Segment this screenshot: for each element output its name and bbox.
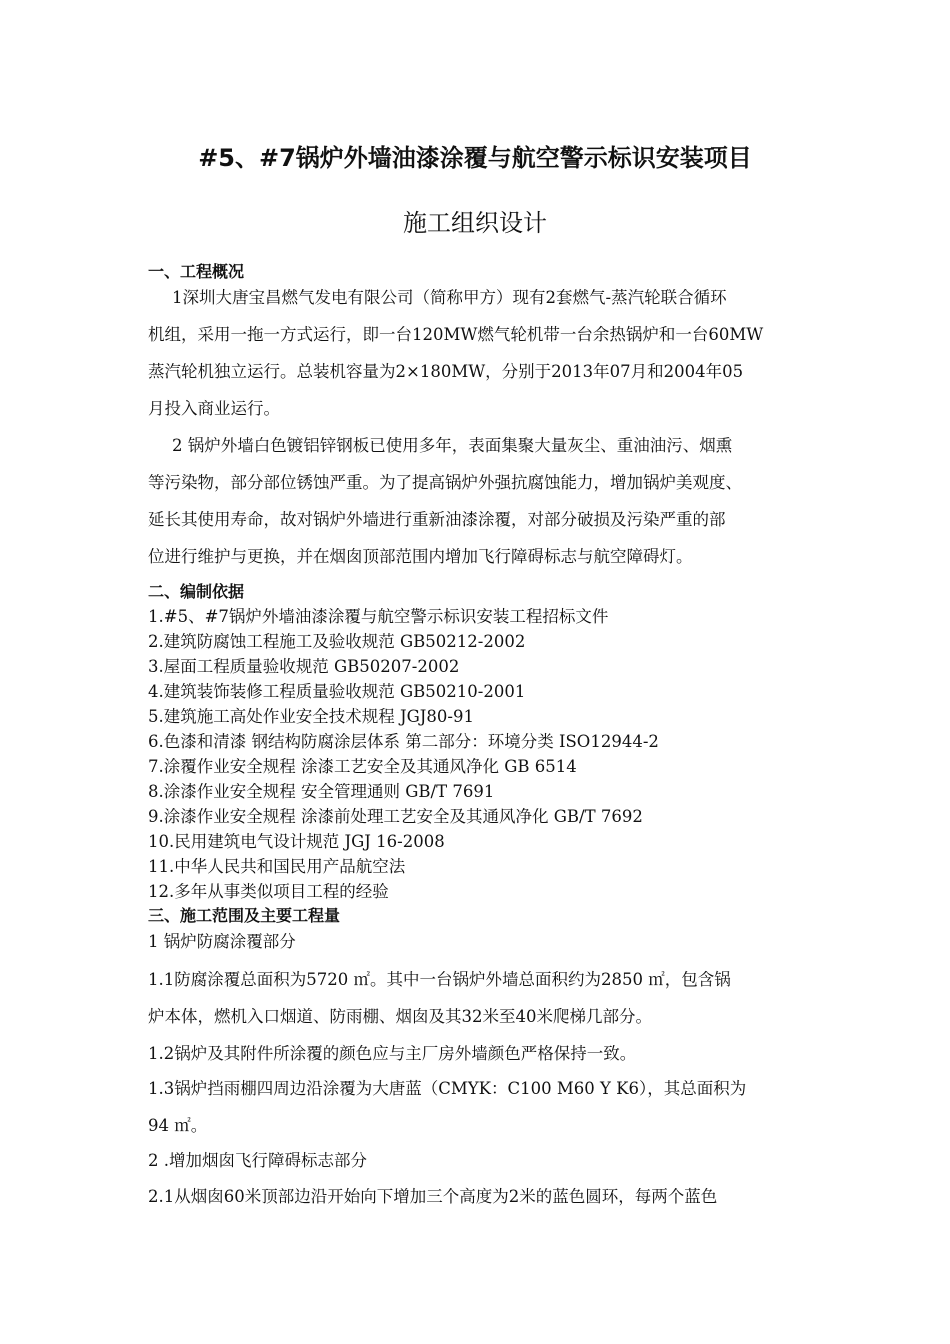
reference-item: 2.建筑防腐蚀工程施工及验收规范 GB50212-2002 bbox=[148, 632, 526, 651]
paragraph-line: 1.2锅炉及其附件所涂覆的颜色应与主厂房外墙颜色严格保持一致。 bbox=[148, 1044, 637, 1063]
document-title: #5、#7锅炉外墙油漆涂覆与航空警示标识安装项目 bbox=[198, 144, 752, 172]
reference-item: 5.建筑施工高处作业安全技术规程 JGJ80-91 bbox=[148, 707, 474, 726]
subsection-title: 1 锅炉防腐涂覆部分 bbox=[148, 932, 296, 951]
paragraph-line: 等污染物，部分部位锈蚀严重。为了提高锅炉外强抗腐蚀能力，增加锅炉美观度、 bbox=[148, 473, 742, 492]
paragraph-line: 炉本体，燃机入口烟道、防雨棚、烟囱及其32米至40米爬梯几部分。 bbox=[148, 1007, 652, 1026]
reference-item: 7.涂覆作业安全规程 涂漆工艺安全及其通风净化 GB 6514 bbox=[148, 757, 577, 776]
reference-item: 6.色漆和清漆 钢结构防腐涂层体系 第二部分：环境分类 ISO12944-2 bbox=[148, 732, 659, 751]
paragraph-line: 蒸汽轮机独立运行。总装机容量为2×180MW，分别于2013年07月和2004年05 bbox=[148, 362, 744, 381]
reference-item: 10.民用建筑电气设计规范 JGJ 16-2008 bbox=[148, 832, 445, 851]
paragraph-line: 位进行维护与更换，并在烟囱顶部范围内增加飞行障碍标志与航空障碍灯。 bbox=[148, 547, 693, 566]
reference-item: 1.#5、#7锅炉外墙油漆涂覆与航空警示标识安装工程招标文件 bbox=[148, 607, 609, 626]
paragraph-line: 2 锅炉外墙白色镀铝锌钢板已使用多年，表面集聚大量灰尘、重油油污、烟熏 bbox=[172, 436, 733, 455]
paragraph-line: 94 ㎡。 bbox=[148, 1116, 208, 1135]
document-subtitle: 施工组织设计 bbox=[403, 209, 547, 237]
section1-heading: 一、工程概况 bbox=[148, 262, 245, 281]
reference-item: 8.涂漆作业安全规程 安全管理通则 GB/T 7691 bbox=[148, 782, 495, 801]
reference-item: 11.中华人民共和国民用产品航空法 bbox=[148, 857, 406, 876]
paragraph-line: 机组，采用一拖一方式运行，即一台120MW燃气轮机带一台余热锅炉和一台60MW bbox=[148, 325, 764, 344]
paragraph-line: 1.3锅炉挡雨棚四周边沿涂覆为大唐蓝（CMYK：C100 M60 Y K6），其总面积为 bbox=[148, 1079, 747, 1098]
section2-heading: 二、编制依据 bbox=[148, 582, 245, 601]
paragraph-line: 月投入商业运行。 bbox=[148, 399, 280, 418]
reference-item: 12.多年从事类似项目工程的经验 bbox=[148, 882, 389, 901]
reference-item: 9.涂漆作业安全规程 涂漆前处理工艺安全及其通风净化 GB/T 7692 bbox=[148, 807, 643, 826]
reference-item: 3.屋面工程质量验收规范 GB50207-2002 bbox=[148, 657, 460, 676]
paragraph-line: 2.1从烟囱60米顶部边沿开始向下增加三个高度为2米的蓝色圆环，每两个蓝色 bbox=[148, 1187, 718, 1206]
paragraph-line: 1深圳大唐宝昌燃气发电有限公司（简称甲方）现有2套燃气-蒸汽轮联合循环 bbox=[172, 288, 727, 307]
reference-item: 4.建筑装饰装修工程质量验收规范 GB50210-2001 bbox=[148, 682, 526, 701]
subsection-title: 2 .增加烟囱飞行障碍标志部分 bbox=[148, 1151, 367, 1170]
section3-heading: 三、施工范围及主要工程量 bbox=[148, 906, 341, 925]
paragraph-line: 延长其使用寿命，故对锅炉外墙进行重新油漆涂覆，对部分破损及污染严重的部 bbox=[148, 510, 726, 529]
paragraph-line: 1.1防腐涂覆总面积为5720 ㎡。其中一台锅炉外墙总面积约为2850 ㎡，包含锅 bbox=[148, 970, 731, 989]
